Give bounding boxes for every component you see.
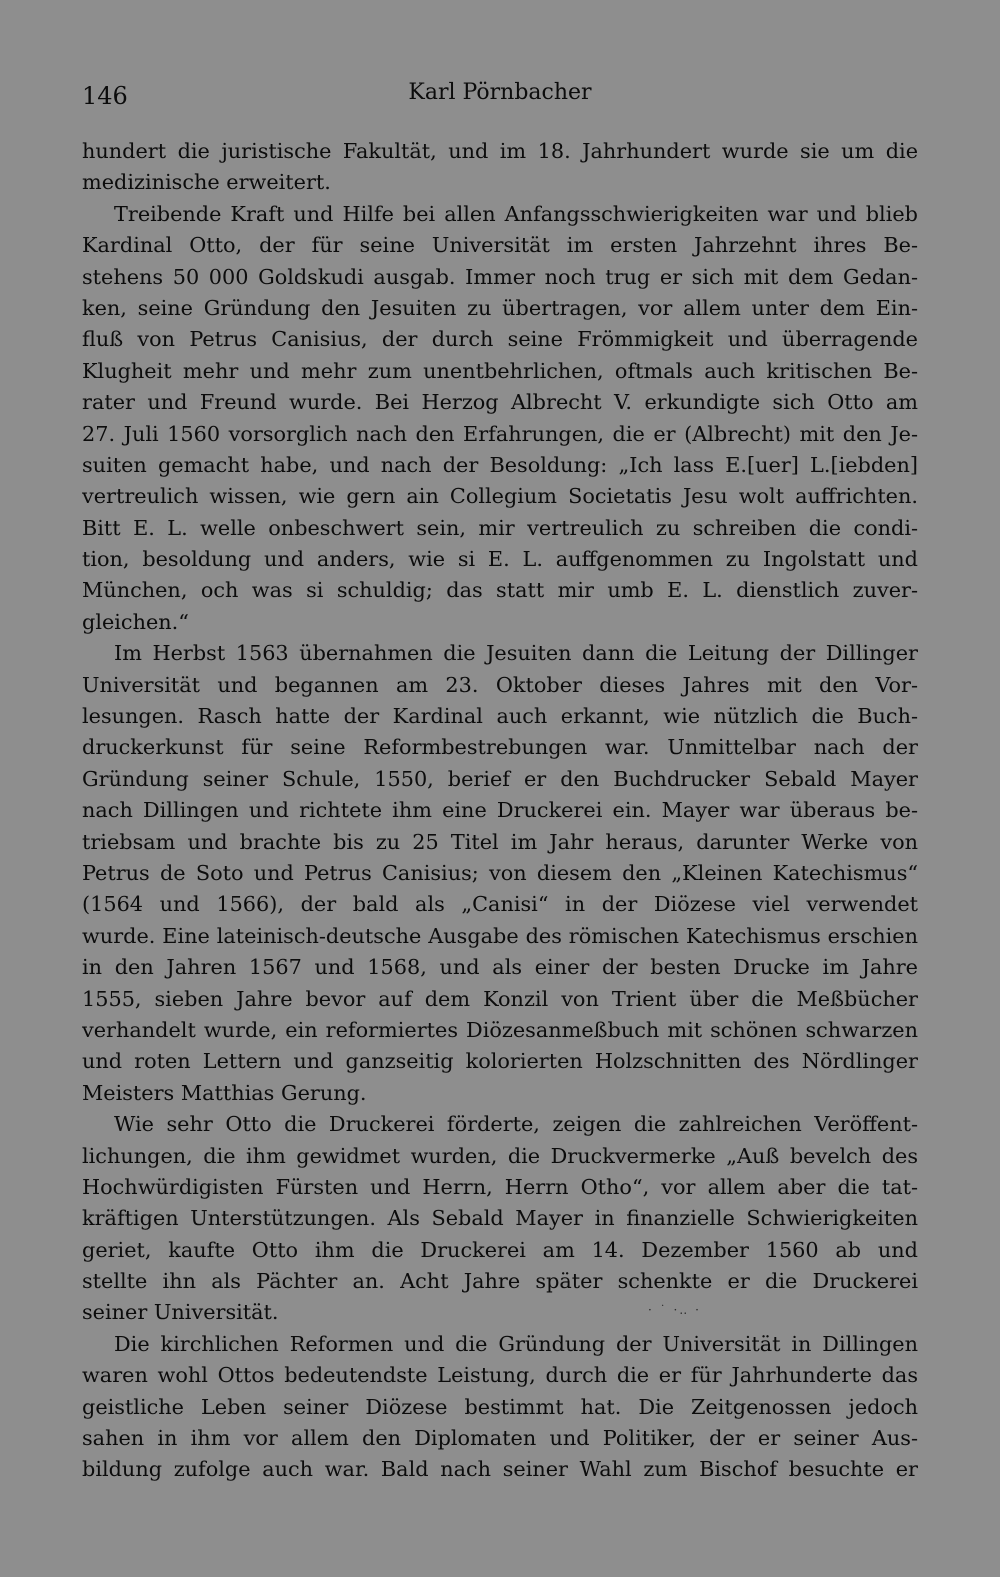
paragraph — [82, 199, 918, 638]
text-line: stehens 50 000 Goldskudi ausgab. Immer noch trug er sich mit dem Gedan- — [82, 264, 918, 289]
text-line: wurde. Eine lateinisch-deutsche Ausgabe des römischen Katechismus erschien — [82, 923, 918, 948]
scan-speck: · ˙ ·‥ · — [648, 1303, 701, 1317]
text-line: geistliche Leben seiner Diözese bestimmt hat. Die Zeitgenossen jedoch — [82, 1394, 918, 1419]
text-line: München, och was si schuldig; das statt mir umb E. L. dienstlich zuver- — [82, 578, 918, 603]
text-line: verhandelt wurde, ein reformiertes Diözesanmeßbuch mit schönen schwarzen — [82, 1017, 918, 1042]
running-head: Karl Pörnbacher — [408, 80, 592, 105]
text-line: medizinische erweitert. — [82, 170, 331, 195]
text-line: gleichen.“ — [82, 609, 189, 634]
text-line: triebsam und brachte bis zu 25 Titel im Jahr heraus, darunter Werke von — [82, 829, 918, 854]
page-number: 146 — [82, 82, 128, 110]
text-line: 1555, sieben Jahre bevor auf dem Konzil von Trient über die Meßbücher — [82, 986, 918, 1011]
text-line: 27. Juli 1560 vorsorglich nach den Erfahrungen, die er (Albrecht) mit den Je- — [82, 421, 918, 446]
text-line: waren wohl Ottos bedeutendste Leistung, durch die er für Jahrhunderte das — [82, 1363, 918, 1388]
text-line: Hochwürdigisten Fürsten und Herrn, Herrn Otho“, vor allem aber die tat- — [82, 1174, 918, 1199]
text-line: stellte ihn als Pächter an. Acht Jahre später schenkte er die Druckerei — [82, 1269, 918, 1294]
text-line: tion, besoldung und anders, wie si E. L. auffgenommen zu Ingolstatt und — [82, 547, 918, 572]
text-line: Gründung seiner Schule, 1550, berief er den Buchdrucker Sebald Mayer — [82, 766, 918, 791]
page-header — [82, 76, 918, 116]
text-line: Meisters Matthias Gerung. — [82, 1080, 367, 1105]
text-line: fluß von Petrus Canisius, der durch seine Frömmigkeit und überragende — [82, 327, 918, 352]
text-line: Petrus de Soto und Petrus Canisius; von diesem den „Kleinen Katechismus“ — [82, 860, 918, 885]
text-line: in den Jahren 1567 und 1568, und als einer der besten Drucke im Jahre — [82, 955, 918, 980]
text-line: hundert die juristische Fakultät, und im 18. Jahrhundert wurde sie um die — [82, 139, 918, 163]
text-line: sahen in ihm vor allem den Diplomaten und Politiker, der er seiner Aus- — [82, 1426, 918, 1451]
paragraph — [82, 1329, 918, 1486]
text-line: Treibende Kraft und Hilfe bei allen Anfangsschwierigkeiten war und blieb — [114, 201, 918, 226]
text-line: druckerkunst für seine Reformbestrebungen war. Unmittelbar nach der — [82, 735, 918, 760]
text-line: (1564 und 1566), der bald als „Canisi“ in der Diözese viel verwendet — [82, 892, 918, 917]
text-line: ken, seine Gründung den Jesuiten zu übertragen, vor allem unter dem Ein- — [82, 295, 918, 320]
text-line: Klugheit mehr und mehr zum unentbehrlichen, oftmals auch kritischen Be- — [82, 358, 918, 383]
text-line: Universität und begannen am 23. Oktober dieses Jahres mit den Vor- — [82, 672, 918, 697]
body-text — [82, 136, 918, 1486]
paragraph — [82, 638, 918, 1109]
paragraph — [82, 136, 918, 199]
text-line: rater und Freund wurde. Bei Herzog Albrecht V. erkundigte sich Otto am — [82, 390, 918, 415]
text-line: Bitt E. L. welle onbeschwert sein, mir vertreulich zu schreiben die condi- — [82, 515, 918, 540]
text-line: Kardinal Otto, der für seine Universität im ersten Jahrzehnt ihres Be- — [82, 233, 918, 258]
text-line: geriet, kaufte Otto ihm die Druckerei am 14. Dezember 1560 ab und — [82, 1237, 918, 1262]
text-line: kräftigen Unterstützungen. Als Sebald Mayer in finanzielle Schwierigkeiten — [82, 1206, 918, 1231]
paragraph — [82, 1109, 918, 1329]
text-line: Wie sehr Otto die Druckerei förderte, zeigen die zahlreichen Veröffent- — [114, 1112, 918, 1137]
text-line: lesungen. Rasch hatte der Kardinal auch erkannt, wie nützlich die Buch- — [82, 704, 918, 729]
text-line: suiten gemacht habe, und nach der Besoldung: „Ich lass E.[uer] L.[iebden] — [82, 452, 918, 477]
text-line: vertreulich wissen, wie gern ain Collegium Societatis Jesu wolt auffrichten. — [82, 484, 918, 509]
text-line: und roten Lettern und ganzseitig kolorierten Holzschnitten des Nördlinger — [82, 1049, 918, 1074]
text-line: bildung zufolge auch war. Bald nach seiner Wahl zum Bischof besuchte er — [82, 1457, 918, 1482]
text-line: nach Dillingen und richtete ihm eine Druckerei ein. Mayer war überaus be- — [82, 798, 918, 823]
text-line: Die kirchlichen Reformen und die Gründung der Universität in Dillingen — [114, 1331, 918, 1356]
text-line: seiner Universität. — [82, 1300, 279, 1325]
text-line: lichungen, die ihm gewidmet wurden, die Druckvermerke „Auß bevelch des — [82, 1143, 918, 1168]
text-line: Im Herbst 1563 übernahmen die Jesuiten dann die Leitung der Dillinger — [114, 641, 918, 666]
